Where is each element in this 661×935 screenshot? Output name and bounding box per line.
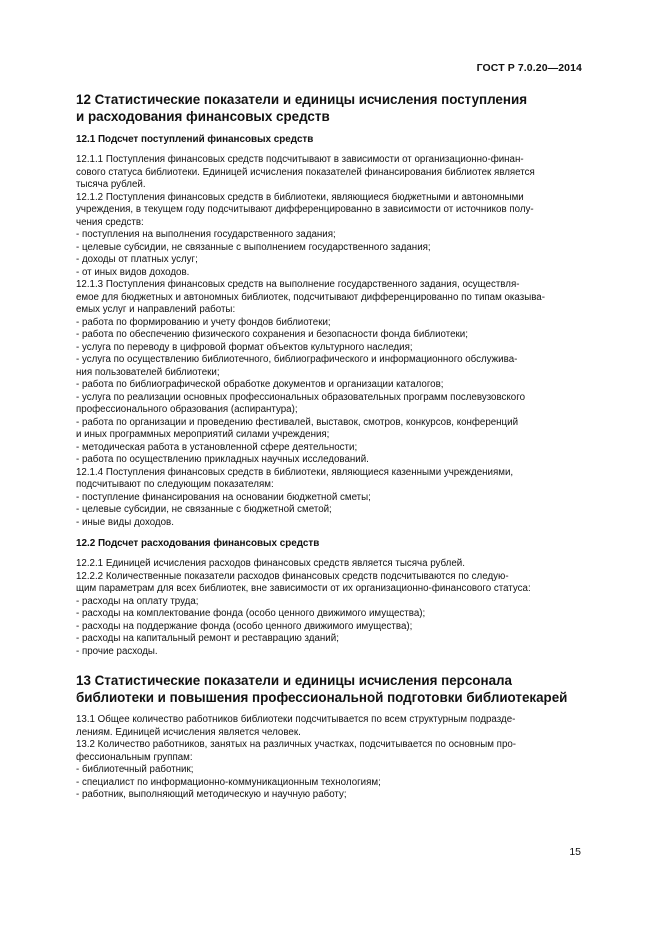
list-item: - расходы на комплектование фонда (особо ценного движимого имущества); xyxy=(76,608,426,619)
list-item: - целевые субсидии, не связанные с бюджетной сметой; xyxy=(76,504,332,515)
list-item: - работа по библиографической обработке документов и организации каталогов; xyxy=(76,379,444,390)
list-item: - библиотечный работник; xyxy=(76,764,194,775)
list-item: - целевые субсидии, не связанные с выполнением государственного задания; xyxy=(76,241,431,253)
list-item: - услуга по осуществлению библиотечного, библиографического и информационного обслужива- xyxy=(76,354,518,365)
list-item: - услуга по реализации основных профессиональных образовательных программ послевузовского xyxy=(76,391,525,403)
list-item: профессионального образования (аспирантура); xyxy=(76,404,298,415)
list-item: - работа по формированию и учету фондов библиотеки; xyxy=(76,316,331,328)
paragraph-12-1-4: 12.1.4 Поступления финансовых средств в библиотеки, являющиеся казенными учреждениями, подсчитывают по следующим показателям: xyxy=(76,466,514,490)
list-item: - расходы на поддержание фонда (особо ценного движимого имущества); xyxy=(76,620,413,632)
paragraph-12-1-3: 12.1.3 Поступления финансовых средств на выполнение государственного задания, осуществля- емое для бюджетных и автономных библиотек, подсчитывают дифференцированно по типам оказыва- емых услуг и направлений работы: xyxy=(76,279,545,315)
list-item: - расходы на оплату труда; xyxy=(76,595,199,607)
paragraph-12-2-2: 12.2.2 Количественные показатели расходов финансовых средств подсчитываются по следую- щим параметрам для всех библиотек, вне зависимости от их организационно-финансового статуса: xyxy=(76,570,531,594)
standard-code: ГОСТ Р 7.0.20—2014 xyxy=(476,62,582,74)
list-funding-sources xyxy=(76,229,584,279)
list-service-types xyxy=(76,317,584,467)
paragraph-12-1-1: 12.1.1 Поступления финансовых средств подсчитывают в зависимости от организационно-финан- сового статуса библиотеки. Единицей исчисления показателей финансирования библиотек является тысяча рублей. xyxy=(76,154,535,190)
list-item: - поступление финансирования на основании бюджетной сметы; xyxy=(76,491,371,503)
page-number: 15 xyxy=(569,846,581,858)
paragraph-12-2-1: 12.2.1 Единицей исчисления расходов финансовых средств является тысяча рублей. xyxy=(76,558,465,569)
page-content xyxy=(76,92,584,802)
paragraph-12-1-2: 12.1.2 Поступления финансовых средств в библиотеки, являющиеся бюджетными и автономными учреждения, в текущем году подсчитывают дифференцированно в зависимости от источников полу- чения средств: xyxy=(76,191,534,228)
list-item: - работник, выполняющий методическую и научную работу; xyxy=(76,789,347,800)
list-item: - расходы на капитальный ремонт и реставрацию зданий; xyxy=(76,633,339,644)
section-13-title: 13 Статистические показатели и единицы исчисления персонала библиотеки и повышения профессиональной подготовки библиотекарей xyxy=(76,673,568,705)
paragraph-13-1: 13.1 Общее количество работников библиотеки подсчитывается по всем структурным подразде- лениям. Единицей исчисления является человек. xyxy=(76,714,516,738)
list-item: ния пользователей библиотеки; xyxy=(76,366,220,378)
list-item: - от иных видов доходов. xyxy=(76,266,190,278)
list-item: - работа по осуществлению прикладных научных исследований. xyxy=(76,454,369,465)
list-item: - работа по обеспечению физического сохранения и безопасности фонда библиотеки; xyxy=(76,329,468,340)
list-item: - методическая работа в установленной сфере деятельности; xyxy=(76,441,358,453)
list-item: - поступления на выполнения государственного задания; xyxy=(76,229,336,240)
list-item: - доходы от платных услуг; xyxy=(76,254,198,265)
list-item: - прочие расходы. xyxy=(76,645,158,657)
subsection-12-2-title: 12.2 Подсчет расходования финансовых средств xyxy=(76,538,320,549)
list-item: - иные виды доходов. xyxy=(76,516,174,528)
list-professional-groups xyxy=(76,764,584,802)
list-item: - специалист по информационно-коммуникационным технологиям; xyxy=(76,776,381,788)
list-item: - услуга по переводу в цифровой формат объектов культурного наследия; xyxy=(76,341,413,353)
list-expense-parameters xyxy=(76,596,584,659)
list-item: - работа по организации и проведению фестивалей, выставок, смотров, конкурсов, конференций xyxy=(76,416,519,428)
paragraph-13-2: 13.2 Количество работников, занятых на различных участках, подсчитывается по основным про- фессиональным группам: xyxy=(76,739,517,763)
list-item: и иных программных мероприятий силами учреждения; xyxy=(76,429,330,440)
subsection-12-1-title: 12.1 Подсчет поступлений финансовых средств xyxy=(76,134,314,145)
section-12-title: 12 Статистические показатели и единицы исчисления поступления и расходования финансовых средств xyxy=(76,92,528,124)
list-state-institution-indicators xyxy=(76,492,584,530)
